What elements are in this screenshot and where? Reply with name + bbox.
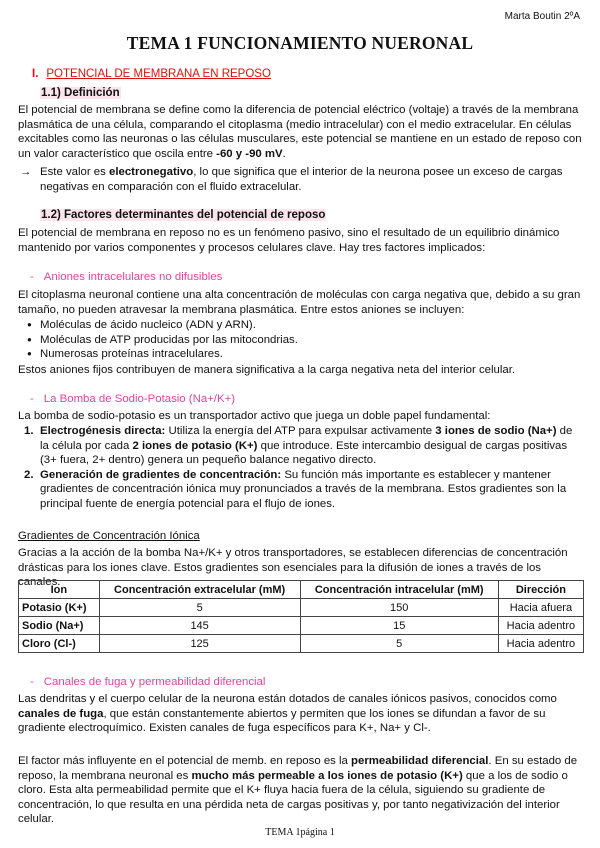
anions-conclusion: Estos aniones fijos contribuyen de manera significativa a la carga negativa neta del interior celular. xyxy=(18,364,516,376)
permeability-text: que a los de sodio o cloro. Esta alta permeabilidad permite que el K+ fluya hacia fuera de la célula, siguiendo su gradiente de concentración, lo que resulta en una pérdida neta de cargas positivas y, por tanto negativización del interior celular. xyxy=(18,769,568,825)
dash-marker: - xyxy=(30,393,34,405)
item-number: 2. xyxy=(24,468,34,481)
definition-paragraph xyxy=(18,103,584,161)
table-cell: Hacia adentro xyxy=(498,635,583,653)
section-title: POTENCIAL DE MEMBRANA EN REPOSO xyxy=(46,68,271,80)
definition-end: . xyxy=(282,147,286,160)
column-header: Ion xyxy=(19,581,100,599)
table-cell: Potasio (K+) xyxy=(19,599,100,617)
definition-text: El potencial de membrana se define como la diferencia de potencial eléctrico (voltaje) a través de la membrana plasmática de una célula, comparando el citoplasma (medio intracelular) con el medio extracelular. En células excitables como las neuronas o las células musculares, este potencial se mantiene en un estado de reposo con un valor característico que oscila entre xyxy=(18,104,582,160)
heading-bomba-text: La Bomba de Sodio-Potasio (Na+/K+) xyxy=(43,393,236,405)
factors-paragraph: El potencial de membrana en reposo no es un fenómeno pasivo, sino el resultado de un equilibrio dinámico mantenido por varios componentes y procesos celulares clave. Hay tres factores implicados: xyxy=(18,227,560,254)
heading-aniones-text: Aniones intracelulares no difusibles xyxy=(43,271,223,283)
table-cell: 5 xyxy=(99,599,300,617)
channels-paragraph xyxy=(18,692,584,736)
section-heading xyxy=(32,68,271,80)
column-header: Dirección xyxy=(498,581,583,599)
table-cell: Cloro (Cl-) xyxy=(19,635,100,653)
heading-canales-text: Canales de fuga y permeabilidad diferencial xyxy=(43,676,266,688)
column-header: Concentración intracelular (mM) xyxy=(300,581,498,599)
pump-intro: La bomba de sodio-potasio es un transportador activo que juega un doble papel fundamental: xyxy=(18,410,491,422)
gradients-heading: Gradientes de Concentración Iónica xyxy=(18,530,200,542)
table-cell: 150 xyxy=(300,599,498,617)
table-cell: 145 xyxy=(99,617,300,635)
item-bold: 2 iones de potasio (K+) xyxy=(132,439,258,452)
heading-canales xyxy=(30,676,265,688)
potential-range: -60 y -90 mV xyxy=(216,147,283,160)
item-text: Su función más importante es establecer y mantener gradientes de concentración iónica muy pronunciados a través de la membrana. Estos gradientes son la principal fuente de energía potencial para el flujo de iones. xyxy=(40,468,567,510)
subsection-heading-factores: 1.2) Factores determinantes del potencial de reposo xyxy=(41,209,326,221)
table-header-row xyxy=(19,581,584,599)
table-cell: 125 xyxy=(99,635,300,653)
item-bold: 3 iones de sodio (Na+) xyxy=(435,425,557,437)
permeability-bold: mucho más permeable a los iones de potasio (K+) xyxy=(191,769,463,782)
channels-bold: canales de fuga xyxy=(18,707,104,720)
anions-list xyxy=(18,318,298,362)
item-bold: Electrogénesis directa: xyxy=(40,425,166,437)
heading-bomba xyxy=(30,393,235,405)
arrow-icon: → xyxy=(20,166,32,178)
list-item: ● Moléculas de ATP producidas por las mitocondrias. xyxy=(18,333,298,348)
column-header: Concentración extracelular (mM) xyxy=(99,581,300,599)
permeability-bold: permeabilidad diferencial xyxy=(351,755,489,767)
anions-paragraph: El citoplasma neuronal contiene una alta concentración de moléculas con carga negativa que, debido a su gran tamaño, no pueden atravesar la membrana plasmática. Entre estos aniones se incluyen: xyxy=(18,289,581,316)
dash-marker: - xyxy=(30,676,34,688)
pump-list xyxy=(18,424,584,511)
permeability-text: . En su estado de reposo, la membrana neuronal es xyxy=(18,755,578,782)
electronegative-note xyxy=(18,165,584,194)
table-cell: Hacia adentro xyxy=(498,617,583,635)
list-item xyxy=(18,424,584,468)
note-text-b: , lo que significa que el interior de la neurona posee un exceso de cargas negativas en comparación con el fluido extracelular. xyxy=(40,166,563,193)
item-text: de la célula por cada xyxy=(40,425,573,452)
table-row xyxy=(19,599,584,617)
table-cell: 5 xyxy=(300,635,498,653)
permeability-text: El factor más influyente en el potencial de memb. en reposo es la xyxy=(18,755,352,767)
item-bold: Generación de gradientes de concentración: xyxy=(40,468,282,481)
list-item: ● Moléculas de ácido nucleico (ADN y ARN). xyxy=(18,318,298,333)
item-text: que introduce. Este intercambio desigual de cargas positivas (3+ fuera, 2+ dentro) genera un pequeño balance negativo directo. xyxy=(40,439,568,466)
table-row xyxy=(19,635,584,653)
note-bold: electronegativo xyxy=(109,166,194,178)
heading-aniones xyxy=(30,271,222,283)
section-number: I. xyxy=(32,68,39,80)
channels-text: , que están constantemente abiertos y permiten que los iones se difundan a favor de su gradiente electroquímico. Existen canales de fuga específicos para K+, Na+ y Cl-. xyxy=(18,707,546,734)
item-number: 1. xyxy=(24,425,34,437)
table-cell: 15 xyxy=(300,617,498,635)
dash-marker: - xyxy=(30,271,34,283)
author-label: Marta Boutin 2ºA xyxy=(504,11,580,22)
channels-text: Las dendritas y el cuerpo celular de la neurona están dotados de canales iónicos pasivos, conocidos como xyxy=(18,693,557,705)
subsection-heading-definicion: 1.1) Definición xyxy=(41,87,120,99)
list-item xyxy=(18,468,584,512)
ion-concentration-table xyxy=(18,580,584,653)
page-title: TEMA 1 FUNCIONAMIENTO NUERONAL xyxy=(126,33,474,53)
table-cell: Hacia afuera xyxy=(498,599,583,617)
table-row xyxy=(19,617,584,635)
list-item: ● Numerosas proteínas intracelulares. xyxy=(18,347,298,362)
gradients-paragraph: Gracias a la acción de la bomba Na+/K+ y otros transportadores, se establecen diferencias de concentración drásticas para los iones clave. Estos gradientes son esenciales para la difusión de iones a través de los canales. xyxy=(18,547,568,588)
item-text: Utiliza la energía del ATP para expulsar activamente xyxy=(165,425,436,437)
page-footer: TEMA 1página 1 xyxy=(265,827,335,838)
permeability-paragraph xyxy=(18,754,584,827)
note-text-a: Este valor es xyxy=(40,166,110,178)
table-cell: Sodio (Na+) xyxy=(19,617,100,635)
